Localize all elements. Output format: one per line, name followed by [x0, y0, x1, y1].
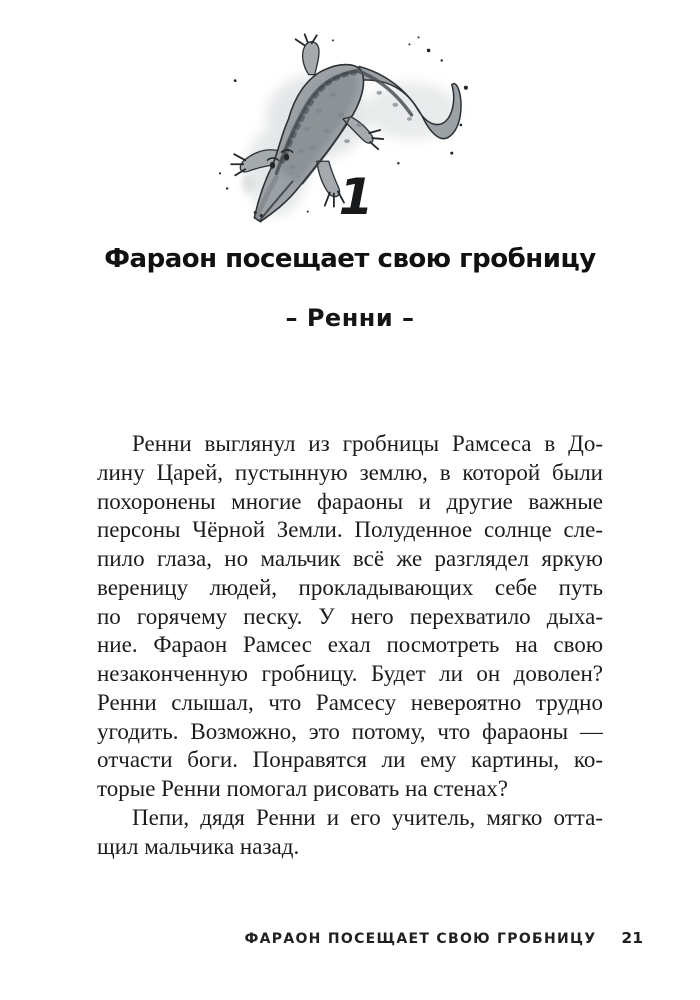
body-line: угодить. Возможно, это потому, что фараоны — — [97, 718, 603, 744]
body-line: щил мальчика назад. — [97, 833, 300, 859]
body-line: вереницу людей, прокладывающих себе путь — [97, 574, 603, 600]
body-line: по горячему песку. У него перехватило дыха- — [97, 603, 603, 629]
crocodile-hind-left-leg — [303, 42, 319, 75]
body-line: Ренни выглянул из гробницы Рамсеса в До- — [132, 431, 603, 456]
body-line: похоронены многие фараоны и другие важные — [97, 488, 603, 514]
body-line: Пепи, дядя Ренни и его учитель, мягко отта- — [132, 804, 603, 830]
body-line: лину Царей, пустынную землю, в которой были — [97, 459, 603, 485]
body-line: пило глаза, но мальчик всё же разглядел яркую — [97, 546, 603, 571]
body-line: Ренни слышал, что Рамсесу невероятно трудно — [97, 689, 603, 715]
chapter-number: 1 — [338, 168, 374, 226]
running-title: ФАРАОН ПОСЕЩАЕТ СВОЮ ГРОБНИЦУ — [244, 931, 597, 947]
body-line: незаконченную гробницу. Будет ли он доволен? — [97, 661, 603, 686]
page-number: 21 — [621, 929, 643, 947]
body-line: персоны Чёрной Земли. Полуденное солнце сле- — [97, 517, 603, 543]
body-line: торые Ренни помогал рисовать на стенах? — [97, 776, 508, 801]
chapter-title: Фараон посещает свою гробницу — [104, 244, 596, 274]
page-footer — [244, 929, 643, 947]
body-text — [97, 430, 603, 861]
body-line: отчасти боги. Понравятся ли ему картины, ко- — [97, 747, 603, 773]
chapter-subtitle: – Ренни – — [285, 304, 415, 332]
body-line: ние. Фараон Рамсес ехал посмотреть на свою — [97, 632, 603, 658]
